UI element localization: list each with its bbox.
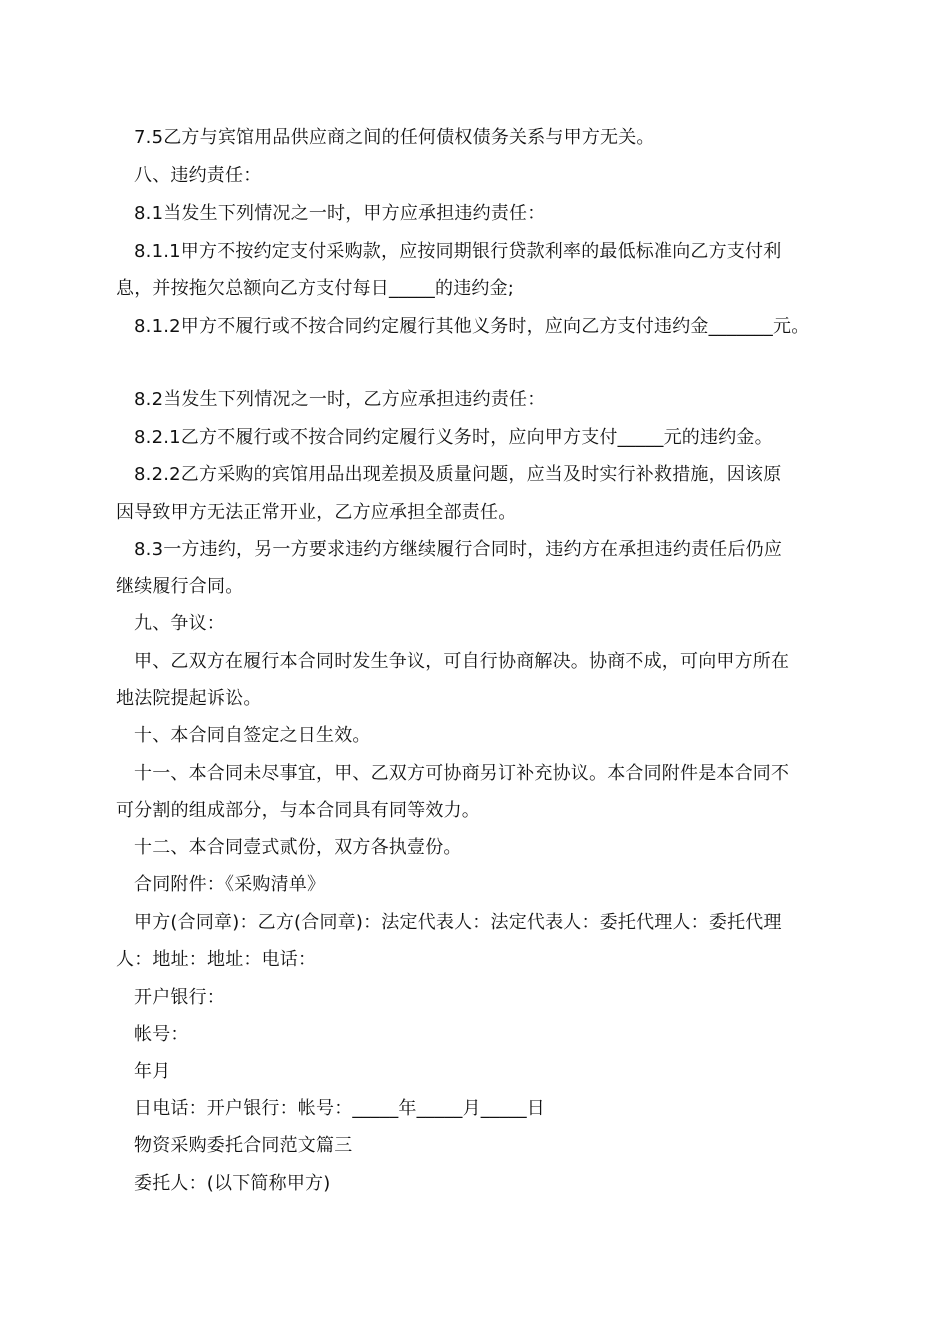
clause-8-1-1-line-1: 8.1.1甲方不按约定支付采购款，应按同期银行贷款利率的最低标准向乙方支付利	[134, 241, 782, 262]
account-field: 帐号：	[134, 1024, 189, 1045]
clause-8-1-1-line-2: 息，并按拖欠总额向乙方支付每日_____的违约金;	[116, 278, 515, 299]
section-12: 十二、本合同壹式贰份，双方各执壹份。	[134, 837, 462, 858]
dispute-clause-line-2: 地法院提起诉讼。	[116, 688, 262, 709]
date-phone-field: 日电话：开户银行：帐号：_____年_____月_____日	[134, 1098, 545, 1119]
section-10: 十、本合同自签定之日生效。	[134, 725, 371, 746]
clause-8-1-2: 8.1.2甲方不履行或不按合同约定履行其他义务时，应向乙方支付违约金_______元。	[134, 316, 810, 337]
principal-field: 委托人：(以下简称甲方)	[134, 1173, 331, 1194]
clause-8-2: 8.2当发生下列情况之一时，乙方应承担违约责任：	[134, 389, 546, 410]
year-month-field: 年月	[134, 1061, 171, 1082]
section-8-heading: 八、违约责任：	[134, 165, 262, 186]
section-11-line-2: 可分割的组成部分，与本合同具有同等效力。	[116, 800, 480, 821]
signature-block-line-2: 人：地址：地址：电话：	[116, 949, 317, 970]
clause-7-5: 7.5乙方与宾馆用品供应商之间的任何债权债务关系与甲方无关。	[134, 127, 655, 148]
clause-8-1: 8.1当发生下列情况之一时，甲方应承担违约责任：	[134, 203, 546, 224]
article-three-title: 物资采购委托合同范文篇三	[134, 1135, 353, 1156]
dispute-clause-line-1: 甲、乙双方在履行本合同时发生争议，可自行协商解决。协商不成，可向甲方所在	[134, 651, 790, 672]
clause-8-3-line-1: 8.3一方违约，另一方要求违约方继续履行合同时，违约方在承担违约责任后仍应	[134, 539, 783, 560]
bank-field: 开户银行：	[134, 987, 225, 1008]
clause-8-2-2-line-2: 因导致甲方无法正常开业，乙方应承担全部责任。	[116, 502, 517, 523]
section-11-line-1: 十一、本合同未尽事宜，甲、乙双方可协商另订补充协议。本合同附件是本合同不	[134, 763, 790, 784]
signature-block-line-1: 甲方(合同章)：乙方(合同章)：法定代表人：法定代表人：委托代理人：委托代理	[134, 912, 782, 933]
clause-8-3-line-2: 继续履行合同。	[116, 576, 244, 597]
clause-8-2-2-line-1: 8.2.2乙方采购的宾馆用品出现差损及质量问题，应当及时实行补救措施，因该原	[134, 464, 782, 485]
section-9-heading: 九、争议：	[134, 613, 225, 634]
clause-8-2-1: 8.2.1乙方不履行或不按合同约定履行义务时，应向甲方支付_____元的违约金。	[134, 427, 773, 448]
contract-attachment: 合同附件：《采购清单》	[134, 874, 326, 895]
